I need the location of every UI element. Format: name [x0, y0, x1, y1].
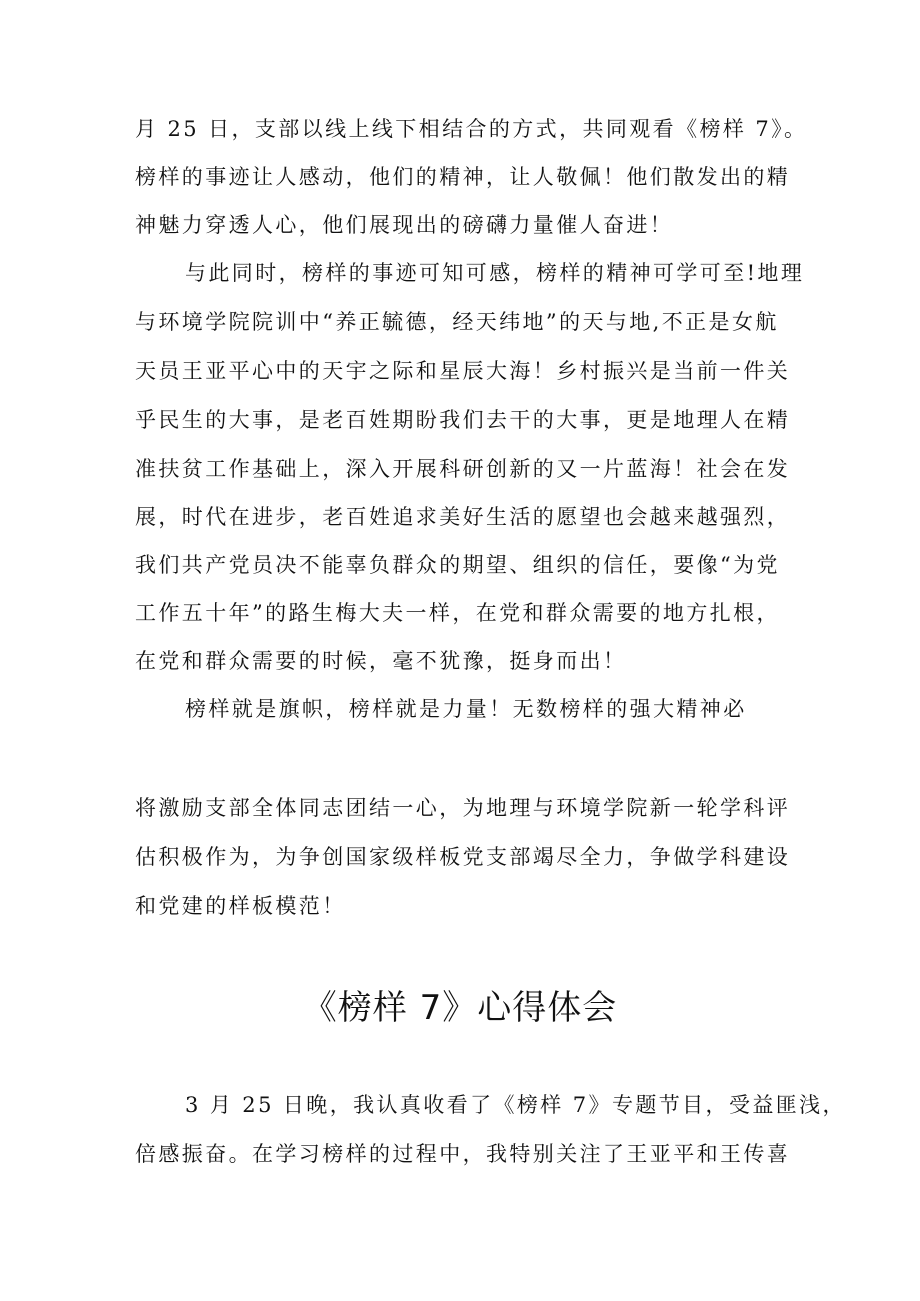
page-title: 《榜样 7》心得体会 — [302, 988, 618, 1028]
paragraph-line: 估积极作为，为争创国家级样板党支部竭尽全力，争做学科建设 — [135, 845, 791, 869]
paragraph-line: 乎民生的大事，是老百姓期盼我们去干的大事，更是地理人在精 — [135, 408, 791, 432]
paragraph-line: 展，时代在进步，老百姓追求美好生活的愿望也会越来越强烈， — [135, 505, 791, 529]
paragraph-line: 和党建的样板模范！ — [135, 894, 346, 918]
paragraph-line: 天员王亚平心中的天宇之际和星辰大海！乡村振兴是当前一件关 — [135, 359, 791, 383]
paragraph-line: 我们共产党员决不能辜负群众的期望、组织的信任，要像“为党 — [135, 553, 780, 577]
paragraph-line: 与环境学院院训中“养正毓德，经天纬地”的天与地,不正是女航 — [135, 310, 779, 334]
paragraph-line: 榜样就是旗帜，榜样就是力量！无数榜样的强大精神必 — [185, 697, 747, 721]
paragraph-line: 工作五十年”的路生梅大夫一样，在党和群众需要的地方扎根， — [135, 601, 780, 625]
paragraph-line: 月 25 日，支部以线上线下相结合的方式，共同观看《榜样 7》。 — [135, 117, 808, 141]
paragraph-line: 在党和群众需要的时候，毫不犹豫，挺身而出！ — [135, 649, 627, 673]
paragraph-line: 与此同时，榜样的事迹可知可感，榜样的精神可学可至!地理 — [185, 261, 805, 285]
paragraph-line: 榜样的事迹让人感动，他们的精神，让人敬佩！他们散发出的精 — [135, 165, 791, 189]
paragraph-line: 将激励支部全体同志团结一心，为地理与环境学院新一轮学科评 — [135, 796, 791, 820]
paragraph-line: 3 月 25 日晚，我认真收看了《榜样 7》专题节目，受益匪浅， — [185, 1093, 846, 1117]
paragraph-line: 神魅力穿透人心，他们展现出的磅礴力量催人奋进！ — [135, 213, 674, 237]
paragraph-line: 倍感振奋。在学习榜样的过程中，我特别关注了王亚平和王传喜 — [135, 1142, 791, 1166]
paragraph-line: 准扶贫工作基础上，深入开展科研创新的又一片蓝海！社会在发 — [135, 457, 791, 481]
